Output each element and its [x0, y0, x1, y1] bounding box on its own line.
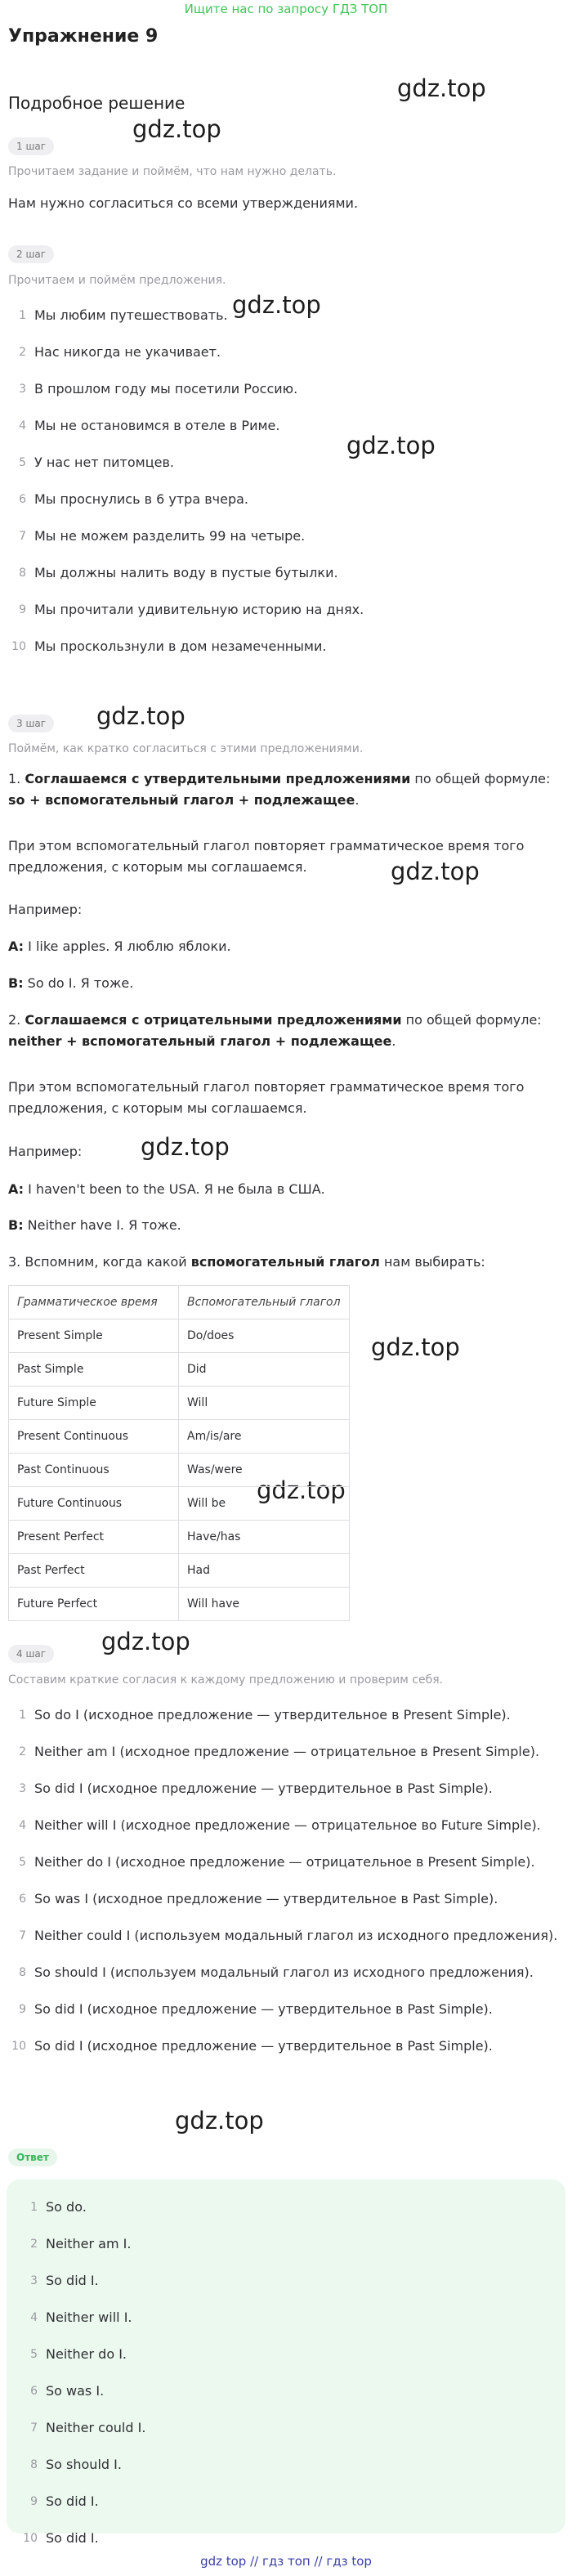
example-label: Например: — [8, 1144, 83, 1159]
list-item — [8, 415, 564, 452]
item-number: 9 — [19, 603, 26, 616]
list-item — [20, 2197, 543, 2233]
list-item — [8, 489, 564, 526]
item-text: So do. — [46, 2199, 87, 2215]
item-text: So did I (исходное предложение — утвердительное в Past Simple). — [34, 2001, 493, 2017]
step-hint: Прочитаем задание и поймём, что нам нужно делать. — [8, 165, 337, 178]
list-item — [8, 1741, 564, 1778]
rule-note: При этом вспомогательный глагол повторяет грамматическое время того предложения, с которым мы соглашаемся. — [8, 838, 525, 875]
aux-cell: Did — [179, 1353, 350, 1387]
aux-cell: Will have — [179, 1588, 350, 1621]
list-item — [8, 1999, 564, 2036]
example-b — [8, 973, 564, 994]
list-item — [8, 526, 564, 562]
speaker-a: A: — [8, 939, 25, 954]
rule-end: . — [355, 792, 360, 808]
item-number: 2 — [30, 2238, 38, 2251]
speaker-b: B: — [8, 975, 24, 991]
rule-formula: so + вспомогательный глагол + подлежащее — [8, 792, 355, 808]
table-row — [9, 1487, 350, 1521]
speaker-b: B: — [8, 1217, 24, 1233]
item-text: Мы прочитали удивительную историю на днях. — [34, 602, 364, 617]
footer-links[interactable]: gdz top // гдз топ // гдз top — [200, 2554, 372, 2569]
example-b — [8, 1215, 564, 1236]
list-item — [20, 2454, 543, 2491]
table-row — [9, 1387, 350, 1420]
item-text: So did I (исходное предложение — утвердительное в Past Simple). — [34, 1781, 493, 1796]
item-number: 2 — [19, 1745, 26, 1758]
aux-cell: Will be — [179, 1487, 350, 1521]
item-number: 8 — [30, 2458, 38, 2471]
column-header: Грамматическое время — [9, 1286, 179, 1319]
page-title: Упражнение 9 — [8, 26, 159, 47]
rule-affirmative — [8, 768, 564, 811]
table-row — [9, 1420, 350, 1454]
aux-cell: Was/were — [179, 1454, 350, 1487]
rule-text: по общей формуле: — [410, 771, 551, 786]
list-item — [8, 1925, 564, 1962]
item-number: 4 — [19, 1819, 26, 1832]
list-item — [20, 2233, 543, 2270]
step-hint: Составим краткие согласия к каждому предложению и проверим себя. — [8, 1673, 444, 1687]
item-text: So did I. — [46, 2273, 99, 2288]
list-item — [8, 636, 564, 673]
watermark: gdz.top — [96, 702, 185, 730]
item-number: 7 — [30, 2421, 38, 2435]
example-text: I like apples. Я люблю яблоки. — [24, 939, 231, 954]
item-number: 5 — [19, 1856, 26, 1869]
aux-cell: Had — [179, 1554, 350, 1588]
item-text: Мы не остановимся в отеле в Риме. — [34, 418, 280, 433]
intro-end: нам выбирать: — [379, 1254, 485, 1270]
item-number: 1 — [19, 1709, 26, 1722]
watermark: gdz.top — [371, 1333, 460, 1361]
item-text: В прошлом году мы посетили Россию. — [34, 381, 298, 396]
item-number: 6 — [19, 493, 26, 506]
example-a — [8, 936, 564, 957]
item-text: Мы проскользнули в дом незамеченными. — [34, 638, 327, 654]
item-text: Мы должны налить воду в пустые бутылки. — [34, 565, 338, 580]
watermark: gdz.top — [132, 115, 221, 143]
example-text: Neither have I. Я тоже. — [23, 1217, 181, 1233]
item-text: So did I (исходное предложение — утвердительное в Past Simple). — [34, 2038, 493, 2054]
item-number: 8 — [19, 1966, 26, 1979]
item-number: 9 — [19, 2003, 26, 2016]
rule-text: по общей формуле: — [401, 1012, 542, 1028]
table-row — [9, 1319, 350, 1353]
item-number: 10 — [11, 640, 26, 653]
tense-table — [8, 1285, 350, 1621]
item-text: Neither will I (исходное предложение — отрицательное во Future Simple). — [34, 1817, 541, 1833]
item-number: 6 — [19, 1893, 26, 1906]
section-subtitle: Подробное решение — [8, 93, 185, 113]
table-row — [9, 1454, 350, 1487]
rule-note: При этом вспомогательный глагол повторяет грамматическое время того предложения, с которым мы соглашаемся. — [8, 1079, 525, 1116]
item-text: Нас никогда не укачивает. — [34, 344, 221, 360]
aux-cell: Will — [179, 1387, 350, 1420]
item-text: Neither will I. — [46, 2309, 132, 2325]
list-item — [20, 2381, 543, 2417]
step-hint: Поймём, как кратко согласиться с этими предложениями. — [8, 742, 364, 755]
item-number: 3 — [19, 1782, 26, 1795]
item-text: У нас нет питомцев. — [34, 455, 174, 470]
rule-formula: neither + вспомогательный глагол + подлежащее — [8, 1033, 392, 1049]
intro-text: 3. Вспомним, когда какой — [8, 1254, 191, 1270]
step-hint: Прочитаем и поймём предложения. — [8, 274, 226, 287]
step-label: 3 шаг — [8, 715, 54, 732]
item-number: 6 — [30, 2385, 38, 2398]
example-text: I haven't been to the USA. Я не была в США. — [24, 1181, 325, 1197]
step-label: 4 шаг — [8, 1645, 54, 1663]
table-header-row — [9, 1286, 350, 1319]
watermark: gdz.top — [175, 2107, 264, 2135]
table-intro — [8, 1252, 564, 1273]
item-number: 4 — [19, 419, 26, 432]
list-item — [8, 1705, 564, 1741]
answer-list — [20, 2197, 543, 2565]
tense-cell: Past Continuous — [9, 1454, 179, 1487]
speaker-a: A: — [8, 1181, 25, 1197]
list-item — [20, 2344, 543, 2381]
tense-cell: Future Perfect — [9, 1588, 179, 1621]
table-row — [9, 1554, 350, 1588]
list-item — [8, 379, 564, 415]
list-item — [8, 1852, 564, 1888]
rule-title: Соглашаемся с утвердительными предложениями — [25, 771, 411, 786]
item-text: So should I. — [46, 2457, 122, 2472]
search-banner: Ищите нас по запросу ГДЗ ТОП — [184, 2, 388, 16]
step-text: Нам нужно согласиться со всеми утверждениями. — [8, 195, 359, 211]
item-text: Neither am I (исходное предложение — отрицательное в Present Simple). — [34, 1744, 540, 1759]
intro-bold: вспомогательный глагол — [190, 1254, 380, 1270]
item-number: 1 — [19, 309, 26, 322]
item-number: 5 — [30, 2348, 38, 2361]
list-item — [8, 562, 564, 599]
item-text: Мы не можем разделить 99 на четыре. — [34, 528, 306, 544]
watermark: gdz.top — [257, 1476, 346, 1504]
item-number: 3 — [19, 383, 26, 396]
item-text: Neither am I. — [46, 2236, 132, 2251]
table-row — [9, 1521, 350, 1554]
list-item — [8, 1888, 564, 1925]
item-text: Neither do I (исходное предложение — отрицательное в Present Simple). — [34, 1854, 535, 1870]
tense-cell: Present Perfect — [9, 1521, 179, 1554]
tense-cell: Past Perfect — [9, 1554, 179, 1588]
list-item — [8, 599, 564, 636]
item-text: So was I. — [46, 2383, 105, 2399]
tense-cell: Future Simple — [9, 1387, 179, 1420]
solution-list — [8, 1705, 564, 2072]
step-label: 1 шаг — [8, 137, 54, 155]
aux-cell: Have/has — [179, 1521, 350, 1554]
aux-cell: Am/is/are — [179, 1420, 350, 1454]
item-number: 3 — [30, 2274, 38, 2287]
example-a — [8, 1179, 564, 1200]
tense-cell: Past Simple — [9, 1353, 179, 1387]
tense-cell: Future Continuous — [9, 1487, 179, 1521]
item-number: 9 — [30, 2495, 38, 2508]
list-item — [8, 305, 564, 342]
item-text: Neither do I. — [46, 2346, 127, 2362]
item-text: Мы любим путешествовать. — [34, 307, 228, 323]
item-text: So should I (используем модальный глагол из исходного предложения). — [34, 1964, 534, 1980]
list-item — [8, 452, 564, 489]
item-number: 5 — [19, 456, 26, 469]
item-text: Neither could I (используем модальный глагол из исходного предложения). — [34, 1928, 558, 1943]
item-number: 4 — [30, 2311, 38, 2324]
item-text: So do I (исходное предложение — утвердительное в Present Simple). — [34, 1707, 511, 1723]
watermark: gdz.top — [346, 432, 436, 459]
watermark: gdz.top — [391, 858, 480, 885]
item-number: 10 — [11, 2040, 26, 2053]
aux-cell: Do/does — [179, 1319, 350, 1353]
item-text: So did I. — [46, 2493, 99, 2509]
tense-cell: Present Simple — [9, 1319, 179, 1353]
table-row — [9, 1588, 350, 1621]
watermark: gdz.top — [101, 1628, 190, 1655]
list-item — [20, 2307, 543, 2344]
step-label: 2 шаг — [8, 245, 54, 263]
item-text: So was I (исходное предложение — утвердительное в Past Simple). — [34, 1891, 498, 1906]
item-number: 10 — [23, 2532, 38, 2545]
item-text: So did I. — [46, 2530, 99, 2546]
rule-number: 1. — [8, 771, 21, 786]
item-number: 8 — [19, 567, 26, 580]
watermark: gdz.top — [397, 74, 486, 102]
example-text: So do I. Я тоже. — [23, 975, 134, 991]
sentence-list — [8, 305, 564, 673]
list-item — [8, 342, 564, 379]
rule-title: Соглашаемся с отрицательными предложениями — [25, 1012, 402, 1028]
column-header: Вспомогательный глагол — [179, 1286, 350, 1319]
item-number: 7 — [19, 1929, 26, 1942]
answer-label: Ответ — [8, 2148, 57, 2166]
list-item — [8, 1778, 564, 1815]
watermark: gdz.top — [232, 291, 321, 319]
table-row — [9, 1353, 350, 1387]
item-number: 2 — [19, 346, 26, 359]
rule-negative — [8, 1010, 564, 1052]
item-text: Мы проснулись в 6 утра вчера. — [34, 491, 248, 507]
rule-number: 2. — [8, 1012, 21, 1028]
rule-end: . — [391, 1033, 396, 1049]
list-item — [8, 2036, 564, 2072]
item-text: Neither could I. — [46, 2420, 146, 2435]
list-item — [20, 2270, 543, 2307]
list-item — [8, 1815, 564, 1852]
watermark: gdz.top — [141, 1133, 230, 1161]
item-number: 1 — [30, 2201, 38, 2214]
item-number: 7 — [19, 530, 26, 543]
tense-cell: Present Continuous — [9, 1420, 179, 1454]
list-item — [20, 2491, 543, 2528]
list-item — [20, 2417, 543, 2454]
example-label: Например: — [8, 902, 83, 917]
list-item — [8, 1962, 564, 1999]
